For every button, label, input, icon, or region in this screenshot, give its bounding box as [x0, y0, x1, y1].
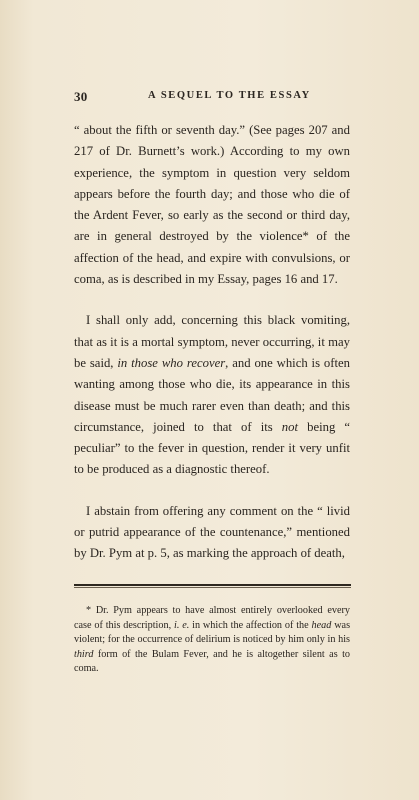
footnote-head: head	[311, 619, 332, 631]
footnote-text-b: in which the affection of the	[192, 619, 309, 631]
footnote-ie: i. e.	[173, 619, 190, 631]
paragraph-2-text-c: being “ peculiar” to the fever in question, render it very unfit to be produced as a diagnostic thereof.	[74, 419, 351, 477]
paragraph-2-text-b: , and one which is often wanting among those who die, its appearance in this disease must be much rarer even than death; and this circumstance, joined to that of its	[74, 355, 350, 434]
footnote	[74, 604, 350, 677]
paragraph-2-text-a: I shall only add, concerning this black vomiting, that as it is a mortal symptom, never occurring, it may be said,	[74, 313, 350, 370]
paragraph-2-italic-1: in those who recover	[117, 355, 226, 370]
page-number: 30	[74, 89, 88, 104]
main-text	[74, 120, 350, 565]
footnote-text-a: * Dr. Pym appears to have almost entirely overlooked every case of this description,	[74, 605, 350, 631]
paragraph-2-italic-2: not	[281, 419, 299, 434]
footnote-third: third	[74, 648, 94, 660]
paragraph-1: “ about the fifth or seventh day.” (See pages 207 and 217 of Dr. Burnett’s work.) According to my own experience, the symptom in question very seldom appears before the fourth day; and those who die of the Ardent Fever, so early as the second or third day, are in general destroyed by the violence* of the affection of the head, and expire with convulsions, or coma, as is described in my Essay, pages 16 and 17.	[74, 123, 350, 287]
footnote-text-c: was violent; for the occurrence of delirium is noticed by him only in his	[74, 619, 351, 646]
footnote-divider	[74, 584, 351, 586]
paragraph-3: I abstain from offering any comment on the “ livid or putrid appearance of the countenance,” mentioned by Dr. Pym at p. 5, as marking the approach of death,	[74, 503, 350, 561]
running-title: A SEQUEL TO THE ESSAY	[148, 90, 311, 101]
paragraph-2	[74, 310, 350, 480]
footnote-text-d: form of the Bulam Fever, and he is altogether silent as to coma.	[74, 648, 350, 675]
